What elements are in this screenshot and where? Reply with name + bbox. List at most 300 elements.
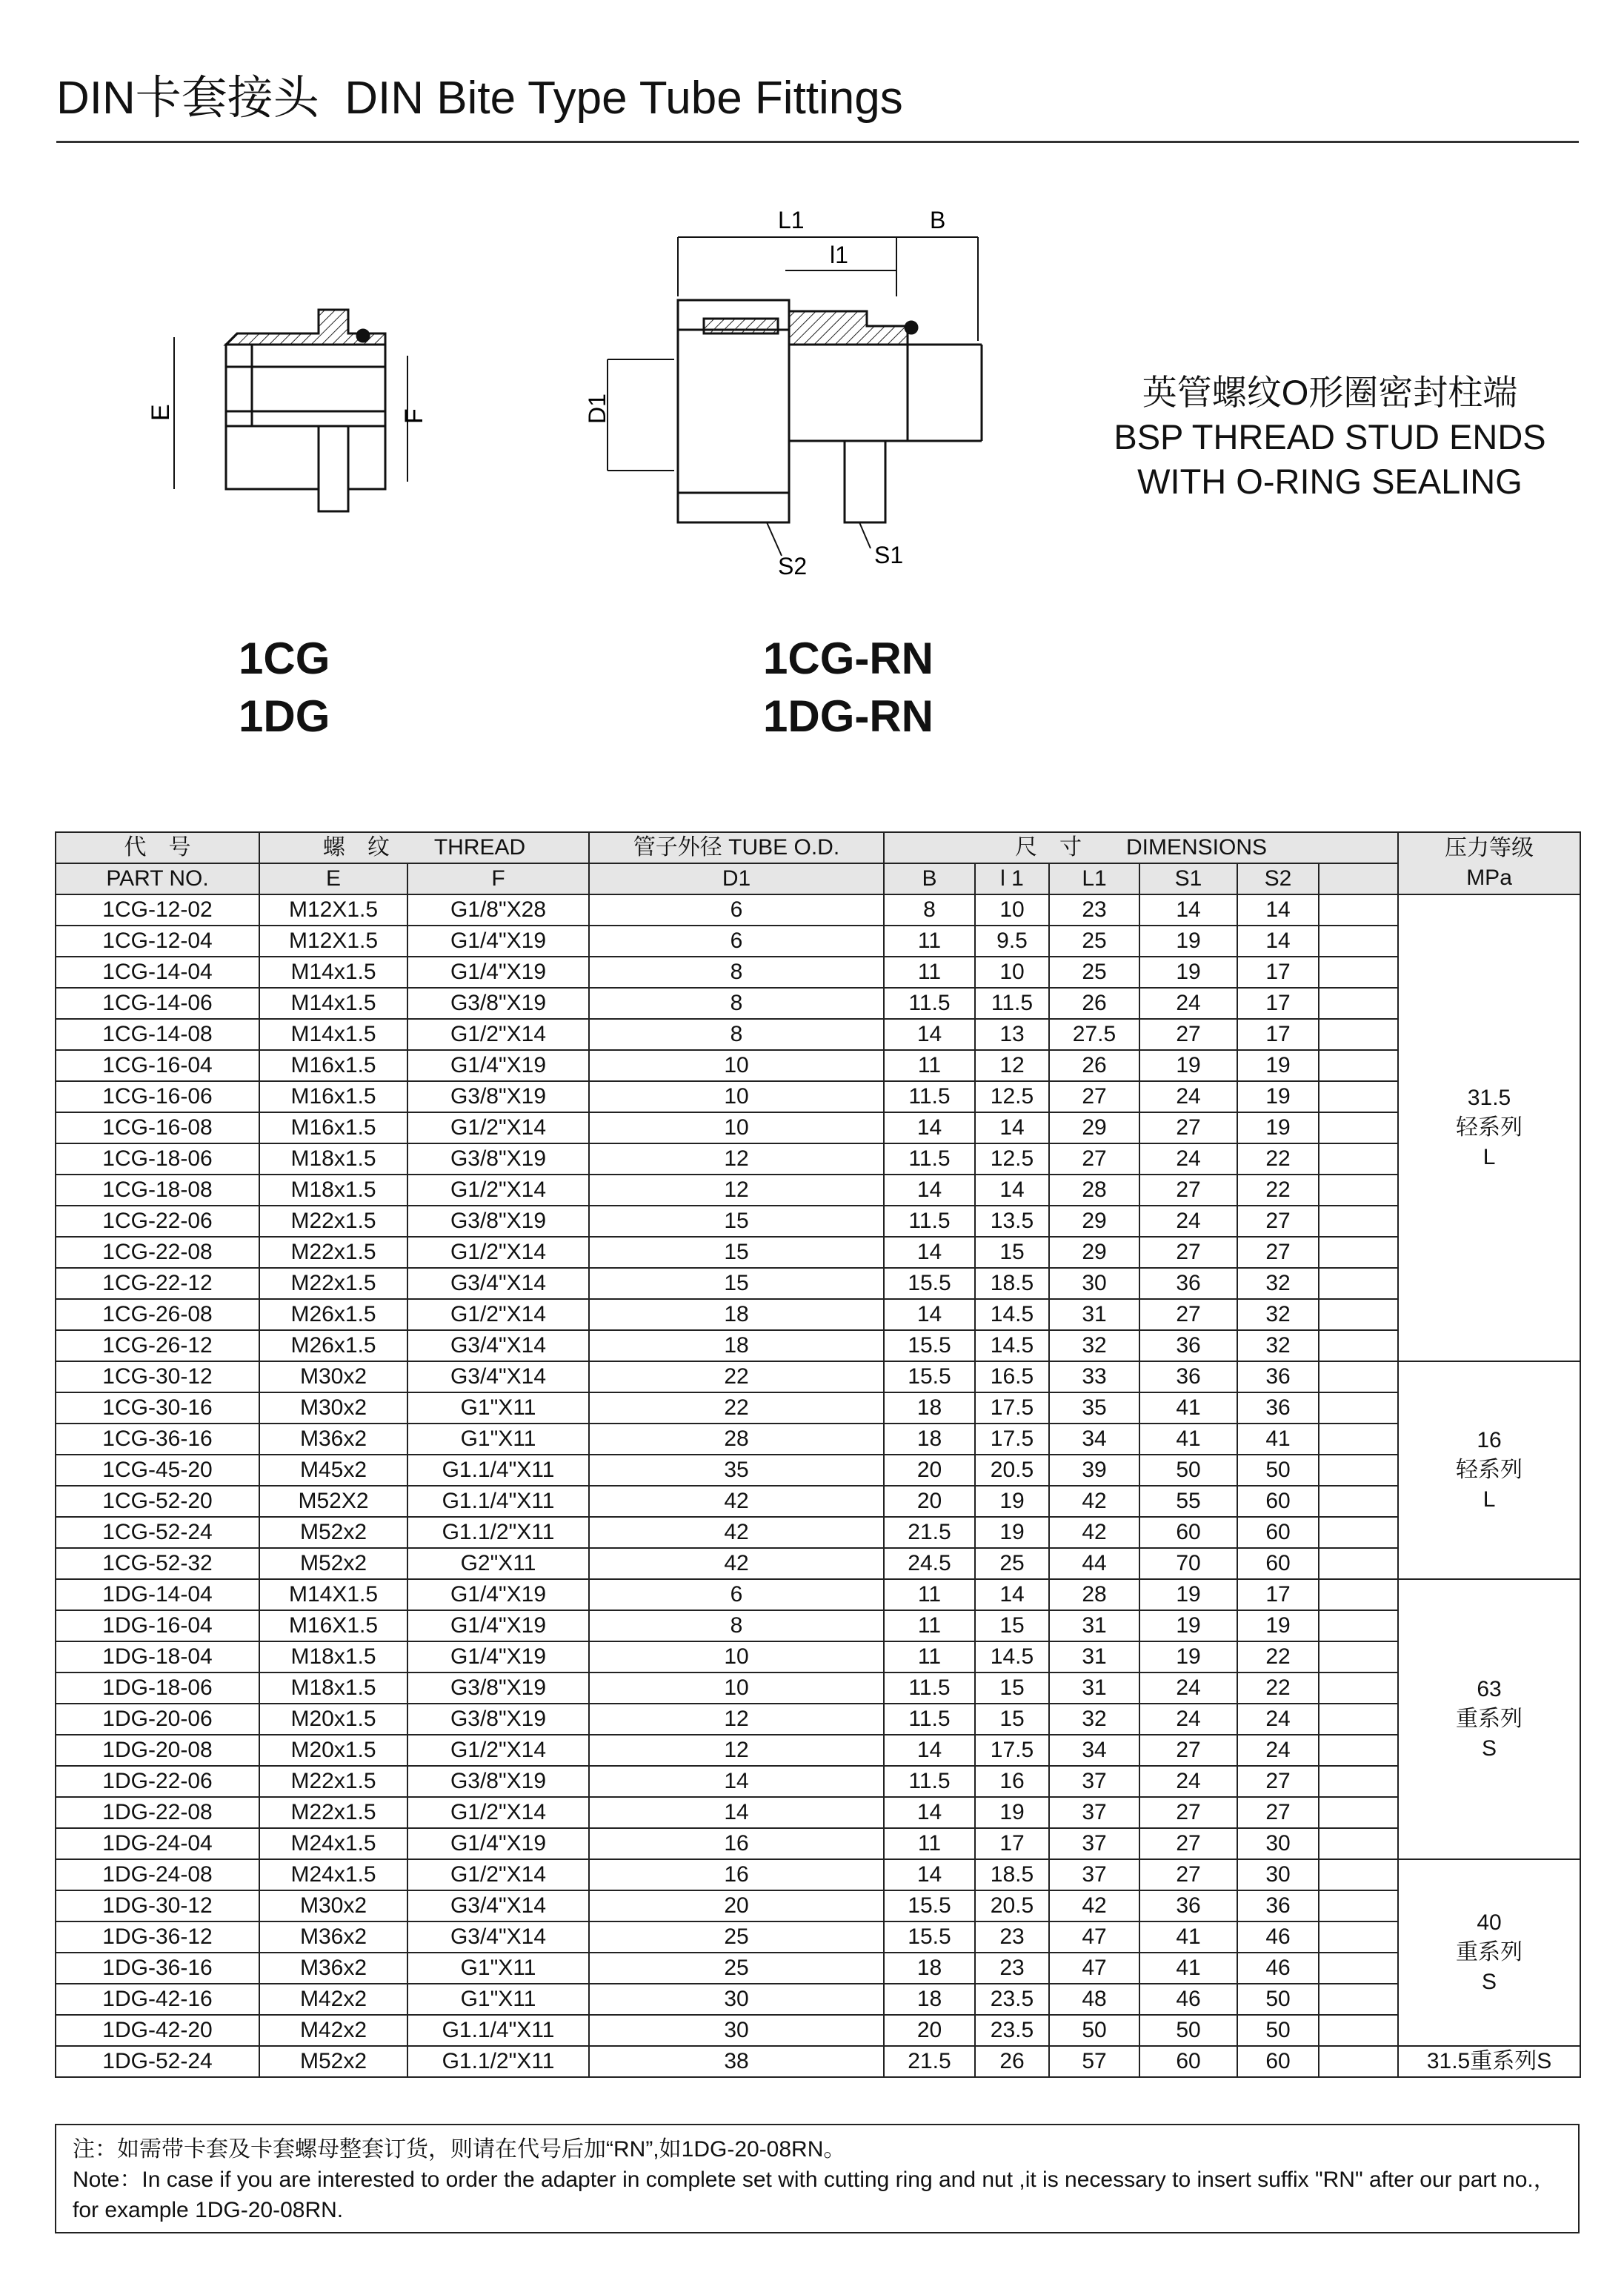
cell-dim-s1: 19 xyxy=(1139,957,1237,988)
cell-blank xyxy=(1319,1112,1398,1143)
cell-dim-b: 14 xyxy=(884,1237,975,1268)
cell-dim-b: 11 xyxy=(884,1050,975,1081)
cell-dim-s1: 36 xyxy=(1139,1890,1237,1921)
cell-dim-b: 11.5 xyxy=(884,1143,975,1175)
table-row xyxy=(56,1112,1580,1143)
cell-part-no: 1CG-22-08 xyxy=(56,1237,259,1268)
cell-part-no: 1CG-52-20 xyxy=(56,1486,259,1517)
cell-dim-l1-small: 10 xyxy=(975,957,1049,988)
cell-thread-e: M26x1.5 xyxy=(259,1299,407,1330)
cell-dim-b: 15.5 xyxy=(884,1921,975,1953)
cell-tube-od: 12 xyxy=(589,1175,884,1206)
cell-blank xyxy=(1319,988,1398,1019)
cell-dim-l1: 39 xyxy=(1049,1455,1139,1486)
cell-thread-f: G1/2"X14 xyxy=(407,1797,589,1828)
cell-dim-s1: 19 xyxy=(1139,1610,1237,1641)
cell-part-no: 1CG-52-24 xyxy=(56,1517,259,1548)
cell-thread-f: G3/8"X19 xyxy=(407,1206,589,1237)
header-thread: 螺 纹 THREAD xyxy=(259,832,589,863)
cell-dim-s1: 27 xyxy=(1139,1828,1237,1859)
cell-thread-f: G1/4"X19 xyxy=(407,1828,589,1859)
cell-thread-e: M22x1.5 xyxy=(259,1766,407,1797)
cell-blank xyxy=(1319,1766,1398,1797)
cell-dim-s1: 41 xyxy=(1139,1953,1237,1984)
cell-dim-l1: 37 xyxy=(1049,1797,1139,1828)
cell-dim-s2: 27 xyxy=(1237,1206,1319,1237)
cell-dim-b: 20 xyxy=(884,2015,975,2046)
cell-dim-b: 11 xyxy=(884,1610,975,1641)
table-row xyxy=(56,1392,1580,1424)
table-row xyxy=(56,1766,1580,1797)
cell-part-no: 1DG-42-16 xyxy=(56,1984,259,2015)
header-l1: L1 xyxy=(1049,863,1139,894)
cell-blank xyxy=(1319,1299,1398,1330)
cell-dim-l1-small: 20.5 xyxy=(975,1890,1049,1921)
drawing-description xyxy=(1089,371,1571,504)
cell-dim-l1-small: 14.5 xyxy=(975,1330,1049,1361)
table-row xyxy=(56,1704,1580,1735)
cell-thread-e: M52x2 xyxy=(259,2046,407,2077)
label-s2: S2 xyxy=(778,553,808,579)
cell-thread-e: M42x2 xyxy=(259,2015,407,2046)
model-label-left xyxy=(239,630,330,745)
description-cn: 英管螺纹O形圈密封柱端 xyxy=(1142,373,1518,412)
cell-thread-e: M14X1.5 xyxy=(259,1579,407,1610)
cell-part-no: 1CG-45-20 xyxy=(56,1455,259,1486)
cell-dim-b: 15.5 xyxy=(884,1268,975,1299)
table-row xyxy=(56,1610,1580,1641)
cell-thread-e: M52x2 xyxy=(259,1548,407,1579)
cell-dim-b: 15.5 xyxy=(884,1890,975,1921)
cell-dim-l1-small: 15 xyxy=(975,1704,1049,1735)
cell-dim-l1-small: 14 xyxy=(975,1579,1049,1610)
cell-dim-l1-small: 23 xyxy=(975,1953,1049,1984)
cell-thread-f: G1.1/2"X11 xyxy=(407,2046,589,2077)
cell-thread-f: G2"X11 xyxy=(407,1548,589,1579)
cell-dim-l1: 31 xyxy=(1049,1610,1139,1641)
cell-thread-e: M12X1.5 xyxy=(259,894,407,926)
cell-dim-s1: 50 xyxy=(1139,2015,1237,2046)
cell-blank xyxy=(1319,957,1398,988)
cell-dim-s1: 24 xyxy=(1139,1673,1237,1704)
cell-dim-l1-small: 16 xyxy=(975,1766,1049,1797)
cell-dim-s2: 50 xyxy=(1237,1455,1319,1486)
cell-blank xyxy=(1319,1361,1398,1392)
cell-part-no: 1DG-14-04 xyxy=(56,1579,259,1610)
cell-dim-b: 14 xyxy=(884,1175,975,1206)
cell-part-no: 1DG-18-06 xyxy=(56,1673,259,1704)
cell-tube-od: 10 xyxy=(589,1112,884,1143)
cell-part-no: 1DG-36-12 xyxy=(56,1921,259,1953)
table-row xyxy=(56,1206,1580,1237)
cell-tube-od: 16 xyxy=(589,1828,884,1859)
cell-dim-l1: 27.5 xyxy=(1049,1019,1139,1050)
fitting-drawing xyxy=(141,200,985,585)
cell-dim-l1: 25 xyxy=(1049,957,1139,988)
cell-thread-f: G1"X11 xyxy=(407,1424,589,1455)
cell-dim-l1: 32 xyxy=(1049,1704,1139,1735)
pressure-class-cell xyxy=(1398,894,1580,1361)
cell-dim-l1-small: 23 xyxy=(975,1921,1049,1953)
cell-dim-s2: 36 xyxy=(1237,1361,1319,1392)
table-row xyxy=(56,1984,1580,2015)
cell-part-no: 1CG-16-06 xyxy=(56,1081,259,1112)
cell-dim-s1: 19 xyxy=(1139,926,1237,957)
cell-part-no: 1CG-18-08 xyxy=(56,1175,259,1206)
cell-dim-s1: 41 xyxy=(1139,1392,1237,1424)
header-part-en: PART NO. xyxy=(56,863,259,894)
cell-tube-od: 6 xyxy=(589,1579,884,1610)
cell-dim-l1: 29 xyxy=(1049,1112,1139,1143)
model-1cg-rn: 1CG-RN xyxy=(763,634,934,683)
cell-thread-f: G1/4"X19 xyxy=(407,926,589,957)
cell-tube-od: 10 xyxy=(589,1673,884,1704)
cell-dim-b: 21.5 xyxy=(884,1517,975,1548)
pressure-class-line: 轻系列 xyxy=(1456,1458,1523,1482)
cell-dim-l1: 25 xyxy=(1049,926,1139,957)
table-row xyxy=(56,1424,1580,1455)
cell-dim-s2: 22 xyxy=(1237,1673,1319,1704)
cell-dim-b: 14 xyxy=(884,1859,975,1890)
header-d1: D1 xyxy=(589,863,884,894)
cell-dim-b: 20 xyxy=(884,1455,975,1486)
cell-tube-od: 28 xyxy=(589,1424,884,1455)
table-row xyxy=(56,1486,1580,1517)
cell-tube-od: 6 xyxy=(589,926,884,957)
cell-dim-l1: 50 xyxy=(1049,2015,1139,2046)
cell-blank xyxy=(1319,1143,1398,1175)
cell-dim-l1: 35 xyxy=(1049,1392,1139,1424)
cell-dim-s2: 60 xyxy=(1237,1548,1319,1579)
cell-dim-s1: 60 xyxy=(1139,2046,1237,2077)
cell-blank xyxy=(1319,1050,1398,1081)
cell-thread-f: G1/2"X14 xyxy=(407,1019,589,1050)
cell-dim-b: 21.5 xyxy=(884,2046,975,2077)
cell-blank xyxy=(1319,1019,1398,1050)
header-l1-small: l 1 xyxy=(975,863,1049,894)
cell-dim-s2: 32 xyxy=(1237,1299,1319,1330)
cell-dim-l1: 28 xyxy=(1049,1175,1139,1206)
cell-dim-l1-small: 14.5 xyxy=(975,1299,1049,1330)
cell-dim-s2: 17 xyxy=(1237,1019,1319,1050)
cell-thread-f: G1/2"X14 xyxy=(407,1175,589,1206)
cell-dim-l1-small: 15 xyxy=(975,1237,1049,1268)
table-row xyxy=(56,1081,1580,1112)
title-divider xyxy=(56,141,1579,143)
cell-dim-s2: 19 xyxy=(1237,1610,1319,1641)
cell-thread-f: G3/4"X14 xyxy=(407,1330,589,1361)
cell-thread-e: M52x2 xyxy=(259,1517,407,1548)
pressure-class-line: 63 xyxy=(1477,1677,1502,1701)
cell-thread-e: M16x1.5 xyxy=(259,1112,407,1143)
cell-dim-s2: 60 xyxy=(1237,1517,1319,1548)
cell-dim-b: 15.5 xyxy=(884,1330,975,1361)
cell-thread-f: G1/4"X19 xyxy=(407,1050,589,1081)
cell-blank xyxy=(1319,1486,1398,1517)
cell-dim-b: 18 xyxy=(884,1953,975,1984)
model-1dg-rn: 1DG-RN xyxy=(763,691,934,741)
cell-dim-s1: 24 xyxy=(1139,988,1237,1019)
cell-part-no: 1CG-16-04 xyxy=(56,1050,259,1081)
cell-tube-od: 15 xyxy=(589,1206,884,1237)
cell-dim-s1: 24 xyxy=(1139,1704,1237,1735)
table-row xyxy=(56,1735,1580,1766)
label-f: F xyxy=(400,408,428,424)
cell-dim-s2: 46 xyxy=(1237,1921,1319,1953)
cell-dim-l1-small: 19 xyxy=(975,1797,1049,1828)
pressure-class-line: 重系列 xyxy=(1456,1707,1523,1731)
cell-thread-f: G1"X11 xyxy=(407,1392,589,1424)
pressure-class-line: 轻系列 xyxy=(1456,1115,1523,1140)
cell-dim-s2: 32 xyxy=(1237,1268,1319,1299)
cell-tube-od: 35 xyxy=(589,1455,884,1486)
cell-blank xyxy=(1319,1579,1398,1610)
cell-dim-s2: 17 xyxy=(1237,957,1319,988)
cell-dim-s2: 22 xyxy=(1237,1143,1319,1175)
cell-dim-s2: 46 xyxy=(1237,1953,1319,1984)
cell-part-no: 1CG-30-12 xyxy=(56,1361,259,1392)
cell-dim-l1: 26 xyxy=(1049,988,1139,1019)
cell-dim-s1: 41 xyxy=(1139,1424,1237,1455)
cell-dim-s1: 36 xyxy=(1139,1330,1237,1361)
cell-dim-l1-small: 25 xyxy=(975,1548,1049,1579)
table-row xyxy=(56,1517,1580,1548)
header-tube: 管子外径 TUBE O.D. xyxy=(589,832,884,863)
pressure-class-line: S xyxy=(1482,1736,1497,1761)
label-b: B xyxy=(930,207,946,233)
cell-dim-l1: 48 xyxy=(1049,1984,1139,2015)
pressure-class-line: 40 xyxy=(1477,1910,1502,1935)
table-row xyxy=(56,1175,1580,1206)
cell-blank xyxy=(1319,1953,1398,1984)
cell-tube-od: 14 xyxy=(589,1766,884,1797)
cell-dim-s1: 27 xyxy=(1139,1112,1237,1143)
cell-thread-f: G3/4"X14 xyxy=(407,1268,589,1299)
header-pressure xyxy=(1398,832,1580,894)
cell-thread-e: M20x1.5 xyxy=(259,1704,407,1735)
table-row xyxy=(56,957,1580,988)
cell-dim-s1: 36 xyxy=(1139,1268,1237,1299)
table-row xyxy=(56,2015,1580,2046)
cell-tube-od: 8 xyxy=(589,1019,884,1050)
cell-dim-b: 11 xyxy=(884,1828,975,1859)
cell-tube-od: 15 xyxy=(589,1237,884,1268)
cell-blank xyxy=(1319,1081,1398,1112)
table-row xyxy=(56,1268,1580,1299)
label-l1-small: l1 xyxy=(830,242,848,268)
header-part-cn: 代 号 xyxy=(56,832,259,863)
pressure-class-cell xyxy=(1398,1859,1580,2046)
cell-dim-b: 14 xyxy=(884,1299,975,1330)
cell-thread-f: G3/4"X14 xyxy=(407,1921,589,1953)
cell-dim-s2: 19 xyxy=(1237,1112,1319,1143)
table-row xyxy=(56,1455,1580,1486)
cell-tube-od: 10 xyxy=(589,1081,884,1112)
cell-tube-od: 25 xyxy=(589,1921,884,1953)
cell-thread-f: G3/8"X19 xyxy=(407,1766,589,1797)
cell-blank xyxy=(1319,1735,1398,1766)
cell-thread-f: G1/2"X14 xyxy=(407,1237,589,1268)
cell-blank xyxy=(1319,2015,1398,2046)
cell-part-no: 1CG-22-12 xyxy=(56,1268,259,1299)
cell-dim-b: 18 xyxy=(884,1392,975,1424)
cell-tube-od: 22 xyxy=(589,1392,884,1424)
cell-dim-l1-small: 9.5 xyxy=(975,926,1049,957)
cell-dim-s1: 46 xyxy=(1139,1984,1237,2015)
cell-thread-e: M24x1.5 xyxy=(259,1859,407,1890)
cell-thread-f: G1"X11 xyxy=(407,1984,589,2015)
cell-dim-b: 11.5 xyxy=(884,1766,975,1797)
cell-thread-e: M22x1.5 xyxy=(259,1237,407,1268)
cell-dim-l1: 30 xyxy=(1049,1268,1139,1299)
cell-dim-b: 14 xyxy=(884,1112,975,1143)
cell-dim-b: 11.5 xyxy=(884,1673,975,1704)
label-s1: S1 xyxy=(874,542,904,568)
cell-blank xyxy=(1319,1548,1398,1579)
pressure-class-line: 重系列 xyxy=(1456,1940,1523,1964)
cell-dim-s1: 70 xyxy=(1139,1548,1237,1579)
cell-part-no: 1DG-24-04 xyxy=(56,1828,259,1859)
cell-dim-l1: 47 xyxy=(1049,1921,1139,1953)
cell-blank xyxy=(1319,1828,1398,1859)
table-row xyxy=(56,1050,1580,1081)
cell-thread-f: G3/8"X19 xyxy=(407,1081,589,1112)
fitting-1cg-rn-dimensions xyxy=(608,237,978,556)
header-f: F xyxy=(407,863,589,894)
cell-dim-s2: 17 xyxy=(1237,988,1319,1019)
cell-dim-s1: 24 xyxy=(1139,1143,1237,1175)
cell-tube-od: 15 xyxy=(589,1268,884,1299)
cell-part-no: 1DG-20-06 xyxy=(56,1704,259,1735)
cell-thread-e: M14x1.5 xyxy=(259,957,407,988)
model-1cg: 1CG xyxy=(239,634,330,683)
cell-thread-f: G1/2"X14 xyxy=(407,1859,589,1890)
cell-tube-od: 8 xyxy=(589,988,884,1019)
pressure-class-line: L xyxy=(1482,1487,1496,1512)
cell-tube-od: 6 xyxy=(589,894,884,926)
cell-thread-e: M36x2 xyxy=(259,1921,407,1953)
table-row xyxy=(56,1921,1580,1953)
cell-part-no: 1DG-30-12 xyxy=(56,1890,259,1921)
cell-part-no: 1CG-30-16 xyxy=(56,1392,259,1424)
cell-dim-b: 11.5 xyxy=(884,988,975,1019)
table-row xyxy=(56,1143,1580,1175)
cell-tube-od: 12 xyxy=(589,1735,884,1766)
table-row xyxy=(56,1361,1580,1392)
cell-dim-l1: 57 xyxy=(1049,2046,1139,2077)
cell-dim-s2: 24 xyxy=(1237,1735,1319,1766)
cell-thread-f: G1/2"X14 xyxy=(407,1735,589,1766)
cell-tube-od: 12 xyxy=(589,1143,884,1175)
cell-blank xyxy=(1319,1455,1398,1486)
cell-blank xyxy=(1319,1921,1398,1953)
cell-dim-l1-small: 23.5 xyxy=(975,1984,1049,2015)
cell-blank xyxy=(1319,1268,1398,1299)
cell-dim-s2: 50 xyxy=(1237,2015,1319,2046)
cell-dim-b: 11.5 xyxy=(884,1206,975,1237)
cell-dim-s2: 14 xyxy=(1237,926,1319,957)
cell-dim-l1-small: 14 xyxy=(975,1112,1049,1143)
cell-dim-l1-small: 15 xyxy=(975,1610,1049,1641)
cell-dim-l1: 29 xyxy=(1049,1206,1139,1237)
description-en-line2: WITH O-RING SEALING xyxy=(1137,462,1522,501)
cell-thread-e: M18x1.5 xyxy=(259,1143,407,1175)
cell-part-no: 1CG-22-06 xyxy=(56,1206,259,1237)
cell-thread-f: G1"X11 xyxy=(407,1953,589,1984)
cell-dim-l1-small: 16.5 xyxy=(975,1361,1049,1392)
cell-dim-s2: 22 xyxy=(1237,1175,1319,1206)
page-title xyxy=(56,61,903,127)
label-e: E xyxy=(147,404,175,421)
cell-blank xyxy=(1319,894,1398,926)
cell-thread-f: G1/4"X19 xyxy=(407,1641,589,1673)
cell-dim-l1-small: 17 xyxy=(975,1828,1049,1859)
cell-dim-s1: 27 xyxy=(1139,1175,1237,1206)
cell-tube-od: 22 xyxy=(589,1361,884,1392)
table-row xyxy=(56,894,1580,926)
cell-part-no: 1CG-14-04 xyxy=(56,957,259,988)
fitting-1cg-dimensions xyxy=(174,337,407,489)
table-row xyxy=(56,1828,1580,1859)
cell-dim-l1: 37 xyxy=(1049,1766,1139,1797)
cell-dim-l1: 33 xyxy=(1049,1361,1139,1392)
cell-dim-b: 11.5 xyxy=(884,1704,975,1735)
cell-thread-e: M16X1.5 xyxy=(259,1610,407,1641)
cell-thread-e: M30x2 xyxy=(259,1392,407,1424)
cell-dim-b: 14 xyxy=(884,1735,975,1766)
cell-dim-b: 11 xyxy=(884,1579,975,1610)
cell-part-no: 1CG-36-16 xyxy=(56,1424,259,1455)
cell-blank xyxy=(1319,926,1398,957)
cell-dim-s2: 19 xyxy=(1237,1050,1319,1081)
cell-tube-od: 25 xyxy=(589,1953,884,1984)
cell-dim-l1-small: 13.5 xyxy=(975,1206,1049,1237)
pressure-class-line: S xyxy=(1482,1970,1497,1994)
cell-thread-f: G1/4"X19 xyxy=(407,1579,589,1610)
cell-part-no: 1CG-12-02 xyxy=(56,894,259,926)
cell-dim-s1: 60 xyxy=(1139,1517,1237,1548)
cell-dim-s2: 30 xyxy=(1237,1828,1319,1859)
cell-part-no: 1DG-22-06 xyxy=(56,1766,259,1797)
table-row xyxy=(56,2046,1580,2077)
cell-dim-l1: 28 xyxy=(1049,1579,1139,1610)
cell-part-no: 1DG-42-20 xyxy=(56,2015,259,2046)
cell-part-no: 1CG-26-08 xyxy=(56,1299,259,1330)
cell-dim-s1: 24 xyxy=(1139,1766,1237,1797)
cell-dim-s2: 24 xyxy=(1237,1704,1319,1735)
cell-tube-od: 42 xyxy=(589,1548,884,1579)
label-d1: D1 xyxy=(584,393,610,424)
cell-blank xyxy=(1319,1237,1398,1268)
cell-dim-s1: 14 xyxy=(1139,894,1237,926)
pressure-class-cell xyxy=(1398,1579,1580,1859)
cell-thread-f: G3/8"X19 xyxy=(407,1673,589,1704)
cell-dim-b: 14 xyxy=(884,1797,975,1828)
cell-dim-l1-small: 19 xyxy=(975,1486,1049,1517)
cell-dim-s2: 27 xyxy=(1237,1766,1319,1797)
cell-blank xyxy=(1319,1392,1398,1424)
header-pressure-unit: MPa xyxy=(1466,866,1512,890)
cell-thread-f: G3/8"X19 xyxy=(407,988,589,1019)
order-note xyxy=(55,2124,1580,2233)
cell-part-no: 1CG-12-04 xyxy=(56,926,259,957)
cell-dim-l1: 29 xyxy=(1049,1237,1139,1268)
cell-dim-l1-small: 18.5 xyxy=(975,1859,1049,1890)
header-blank xyxy=(1319,863,1398,894)
fitting-1cg-rn-view xyxy=(678,300,982,522)
cell-part-no: 1DG-24-08 xyxy=(56,1859,259,1890)
cell-dim-s2: 30 xyxy=(1237,1859,1319,1890)
